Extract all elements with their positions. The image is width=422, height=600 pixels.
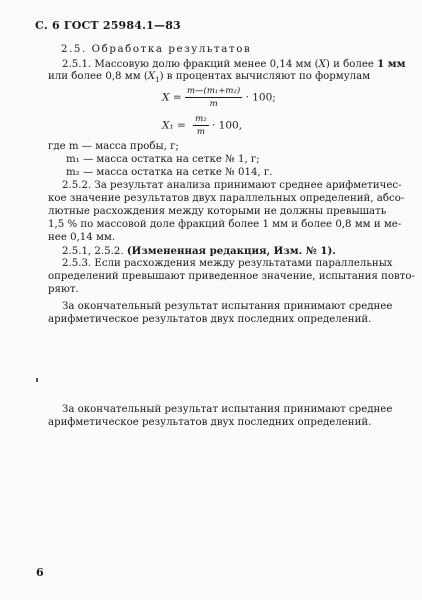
paragraph-2-5-1-line-2: или более 0,8 мм $(X_1)$ в процентах вычисляют по формулам bbox=[48, 71, 371, 85]
var-x1: X bbox=[147, 71, 156, 82]
formula-x-numerator: m—(m₁+m₂) bbox=[186, 86, 241, 96]
p251-text-a: 2.5.1. Массовую долю фракций менее 0,14 мм bbox=[62, 59, 312, 70]
page-header: С. 6 ГОСТ 25984.1—83 bbox=[35, 19, 181, 32]
p251-text-b: ) и более bbox=[325, 59, 374, 70]
paragraph-2-5-2-line-5: нее 0,14 мм. bbox=[48, 232, 116, 243]
section-title: 2.5. Обработка результатов bbox=[61, 44, 252, 55]
edit-note-prefix: 2.5.1, 2.5.2. bbox=[62, 246, 124, 257]
p251-text-d: или более 0,8 мм ( bbox=[48, 71, 148, 82]
formula-x-tail: · 100; bbox=[245, 91, 276, 104]
formula-x1-denominator: m bbox=[196, 127, 205, 137]
paragraph-2-5-2-line-1: 2.5.2. За результат анализа принимают среднее арифметичес- bbox=[62, 180, 402, 191]
var-x: X bbox=[318, 59, 326, 70]
formula-x1-numerator: m₂ bbox=[195, 114, 207, 124]
where-line-1: где m — масса пробы, г; bbox=[48, 141, 179, 152]
formula-x bbox=[162, 86, 276, 109]
formula-x-fraction bbox=[185, 86, 242, 109]
final-paragraph-2-line-2: арифметическое результатов двух последних определений. bbox=[48, 417, 372, 428]
paragraph-2-5-2-line-3: лютные расхождения между которыми не должны превышать bbox=[48, 206, 387, 217]
final-paragraph-2-line-1: За окончательный результат испытания принимают среднее bbox=[62, 404, 393, 415]
formula-x1-tail: · 100, bbox=[211, 119, 243, 132]
paragraph-2-5-3-line-1: 2.5.3. Если расхождения между результатами параллельных bbox=[62, 258, 393, 269]
where-line-2: m₁ — масса остатка на сетке № 1, г; bbox=[66, 154, 260, 165]
scan-speck bbox=[36, 378, 38, 382]
formula-x1-fraction bbox=[193, 114, 208, 137]
edit-note-bold: (Измененная редакция, Изм. № 1). bbox=[126, 245, 336, 257]
final-paragraph-line-2: арифметическое результатов двух последних определений. bbox=[48, 314, 372, 325]
where-line-3: m₂ — масса остатка на сетке № 014, г. bbox=[66, 167, 273, 178]
edit-note bbox=[62, 245, 336, 258]
formula-x-lhs: X = bbox=[162, 91, 182, 104]
final-paragraph-line-1: За окончательный результат испытания принимают среднее bbox=[62, 301, 393, 312]
p251-text-c: 1 мм bbox=[377, 58, 406, 70]
page-number: 6 bbox=[36, 566, 44, 579]
p251-text-e: ) в процентах вычисляют по формулам bbox=[159, 71, 371, 82]
formula-x-denominator: m bbox=[209, 99, 218, 109]
paragraph-2-5-1-line-1: 2.5.1. Массовую долю фракций менее 0,14 мм (X) и более 1 мм bbox=[62, 58, 406, 70]
paragraph-2-5-3-line-2: определений превышают приведенное значение, испытания повто- bbox=[48, 271, 415, 282]
paragraph-2-5-2-line-4: 1,5 % по массовой доле фракций более 1 мм и более 0,8 мм и ме- bbox=[48, 219, 402, 230]
formula-x1-lhs: X₁ = bbox=[162, 119, 186, 132]
paragraph-2-5-2-line-2: кое значение результатов двух параллельных определений, абсо- bbox=[48, 193, 405, 204]
paragraph-2-5-3-line-3: ряют. bbox=[48, 284, 79, 295]
formula-x1 bbox=[162, 114, 242, 137]
